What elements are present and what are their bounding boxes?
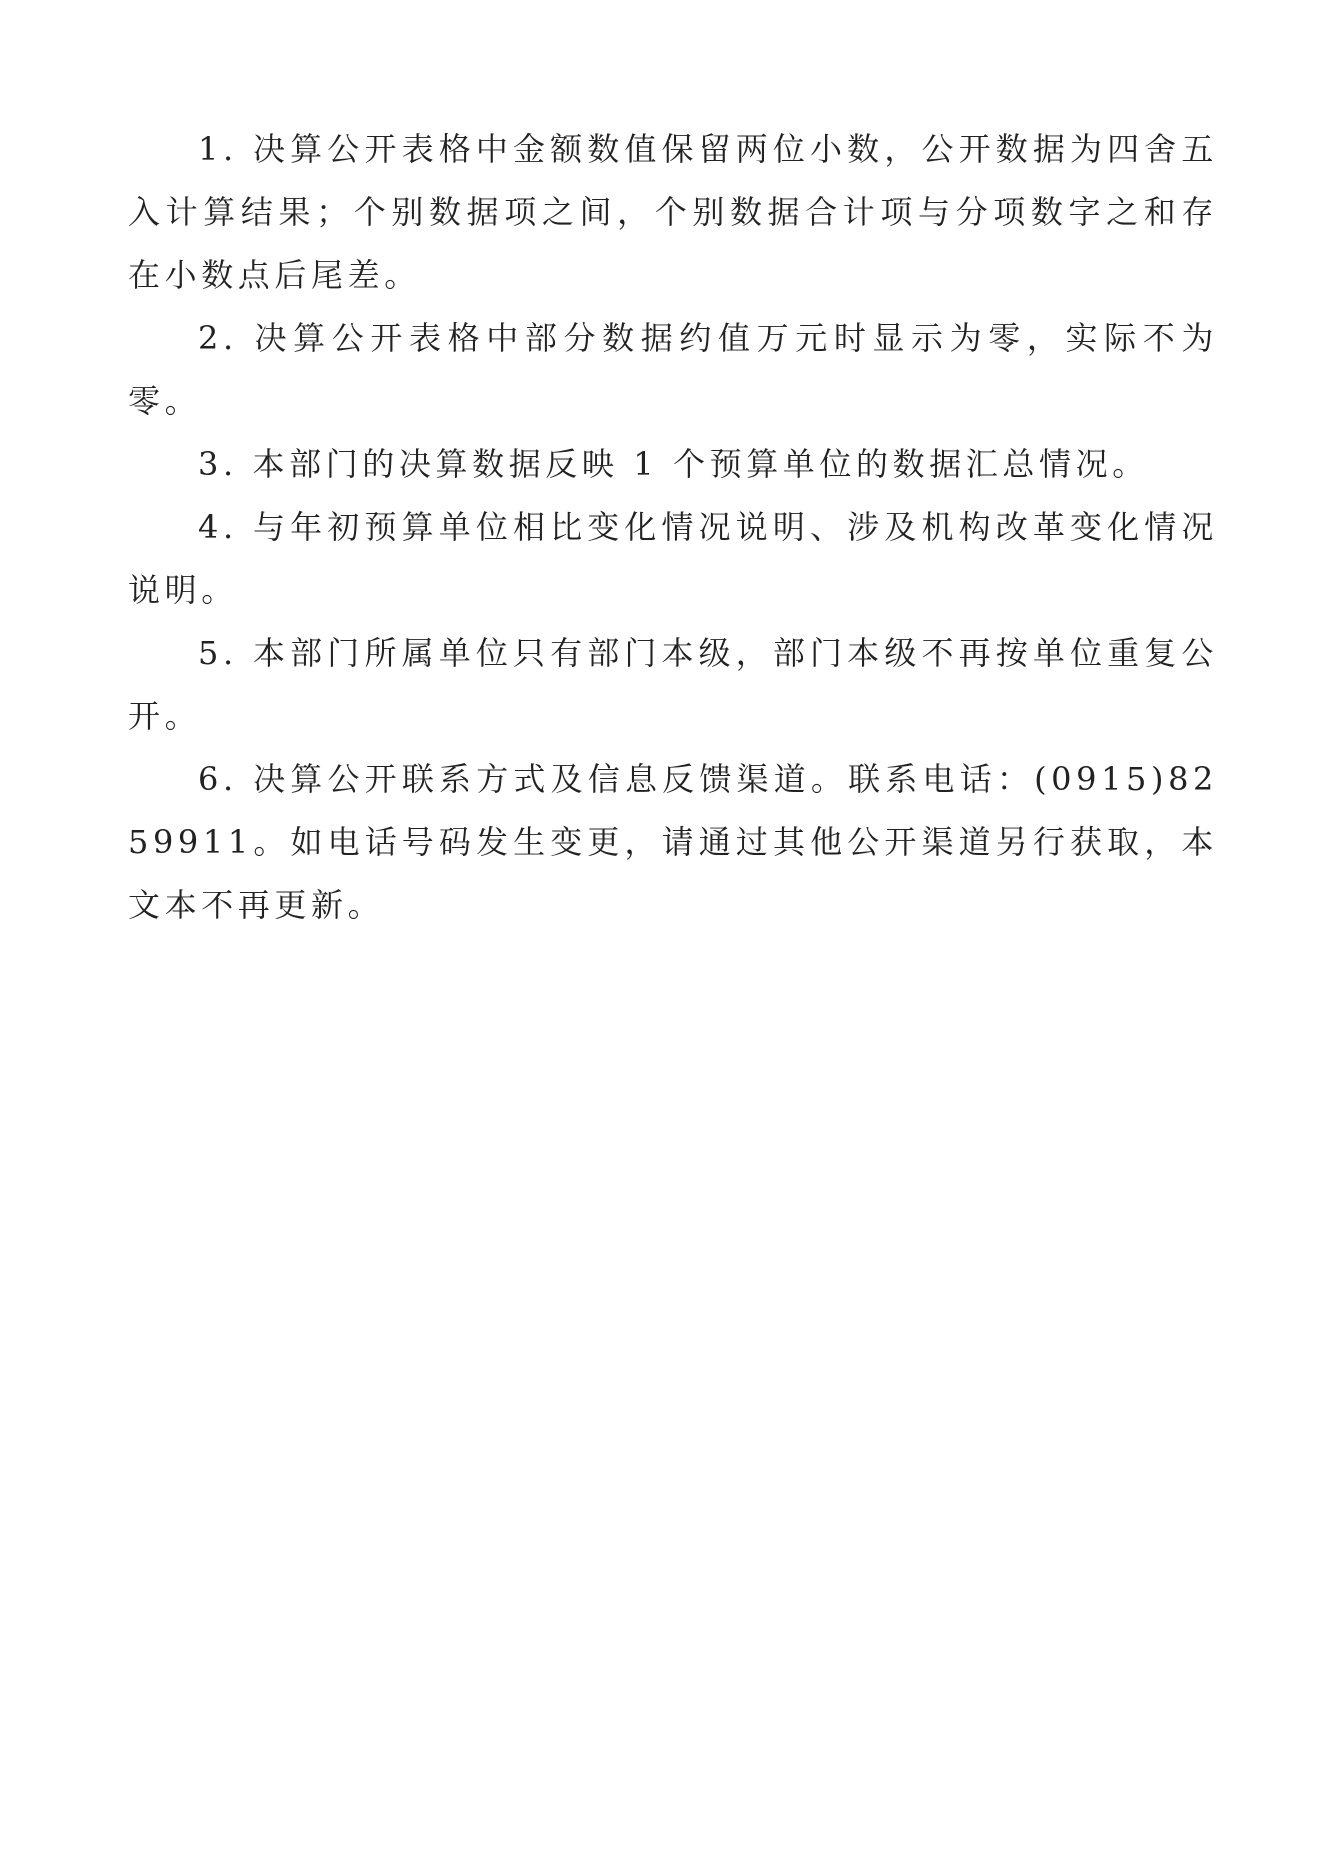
note-paragraph-2: 2. 决算公开表格中部分数据约值万元时显示为零，实际不为零。 — [128, 319, 1218, 420]
note-paragraph-4: 4. 与年初预算单位相比变化情况说明、涉及机构改革变化情况说明。 — [128, 508, 1218, 609]
note-paragraph-3: 3. 本部门的决算数据反映 1 个预算单位的数据汇总情况。 — [198, 445, 1149, 483]
note-paragraph-6: 6. 决算公开联系方式及信息反馈渠道。联系电话：(0915)8259911。如电话号码发生变更，请通过其他公开渠道另行获取，本文本不再更新。 — [128, 760, 1218, 924]
note-paragraph-5: 5. 本部门所属单位只有部门本级，部门本级不再按单位重复公开。 — [128, 634, 1218, 735]
note-paragraph-1: 1. 决算公开表格中金额数值保留两位小数，公开数据为四舍五入计算结果；个别数据项之间，个别数据合计项与分项数字之和存在小数点后尾差。 — [128, 130, 1218, 294]
notes-body — [128, 118, 1218, 937]
